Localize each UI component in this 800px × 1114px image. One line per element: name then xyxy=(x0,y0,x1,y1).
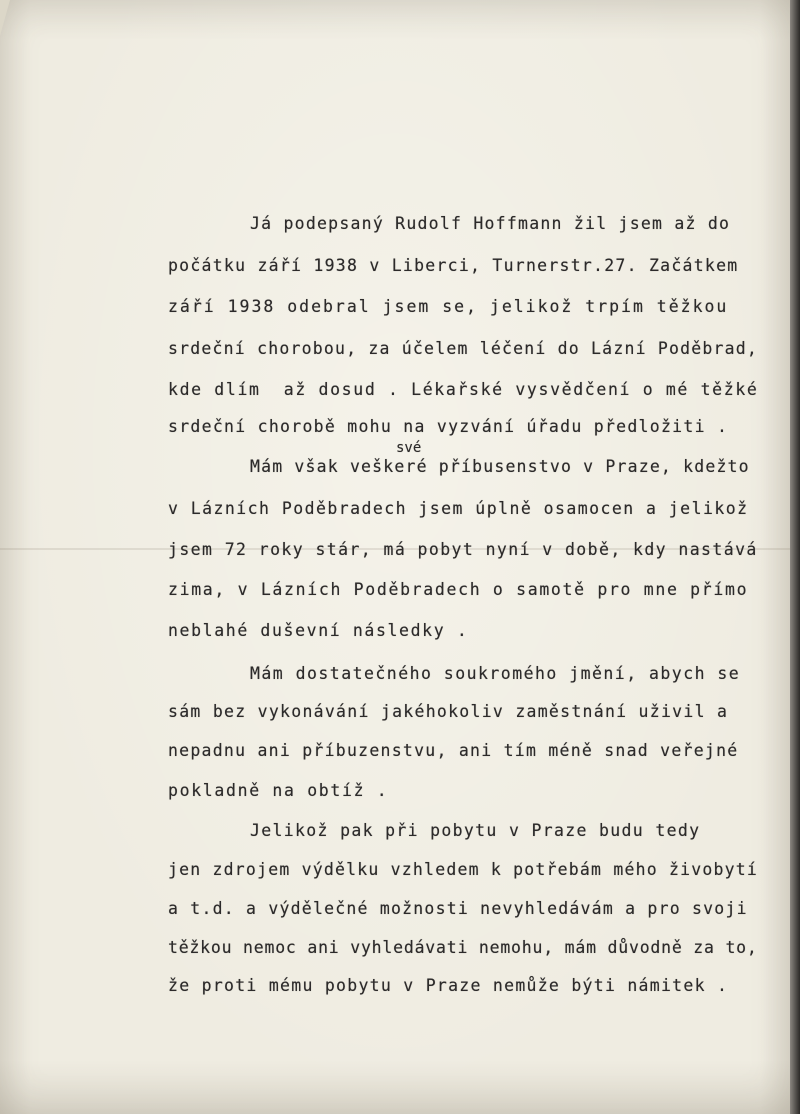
text-line: sám bez vykonávání jakéhokoliv zaměstnání uživil a xyxy=(168,702,729,721)
text-line: pokladně na obtíž . xyxy=(168,781,389,800)
text-line: jsem 72 roky stár, má pobyt nyní v době, kdy nastává xyxy=(168,540,758,559)
text-line: a t.d. a výdělečné možnosti nevyhledávám a pro svoji xyxy=(168,899,748,918)
text-line: Mám dostatečného soukromého jmění, abych se xyxy=(250,664,741,683)
text-line: Já podepsaný Rudolf Hoffmann žil jsem až do xyxy=(250,214,731,233)
text-line: jen zdrojem výdělku vzhledem k potřebám mého živobytí xyxy=(168,860,759,879)
text-line: kde dlím až dosud . Lékařské vysvědčení o mé těžké xyxy=(168,380,759,399)
text-line: že proti mému pobytu v Praze nemůže býti námitek . xyxy=(168,976,729,995)
scan-edge-shadow xyxy=(790,0,800,1114)
text-line: nepadnu ani příbuzenstvu, ani tím méně snad veřejné xyxy=(168,741,739,760)
text-line: v Lázních Poděbradech jsem úplně osamocen a jelikož xyxy=(168,499,749,518)
text-line: srdeční chorobou, za účelem léčení do Lázní Poděbrad, xyxy=(168,339,759,358)
paper-corner-fold xyxy=(0,0,10,36)
text-line: neblahé duševní následky . xyxy=(168,621,469,640)
text-line: počátku září 1938 v Liberci, Turnerstr.27. Začátkem xyxy=(168,256,739,275)
handwritten-insertion: své xyxy=(396,440,422,456)
text-line: září 1938 odebral jsem se, jelikož trpím těžkou xyxy=(168,297,729,316)
text-line: srdeční chorobě mohu na vyzvání úřadu předložiti . xyxy=(168,417,729,436)
text-line: Mám však veškeré příbusenstvo v Praze, kdežto xyxy=(250,457,750,476)
text-line: zima, v Lázních Poděbradech o samotě pro mne přímo xyxy=(168,580,749,599)
text-line: těžkou nemoc ani vyhledávati nemohu, mám důvodně za to, xyxy=(168,938,758,957)
text-line: Jelikož pak při pobytu v Praze budu tedy xyxy=(250,821,701,840)
